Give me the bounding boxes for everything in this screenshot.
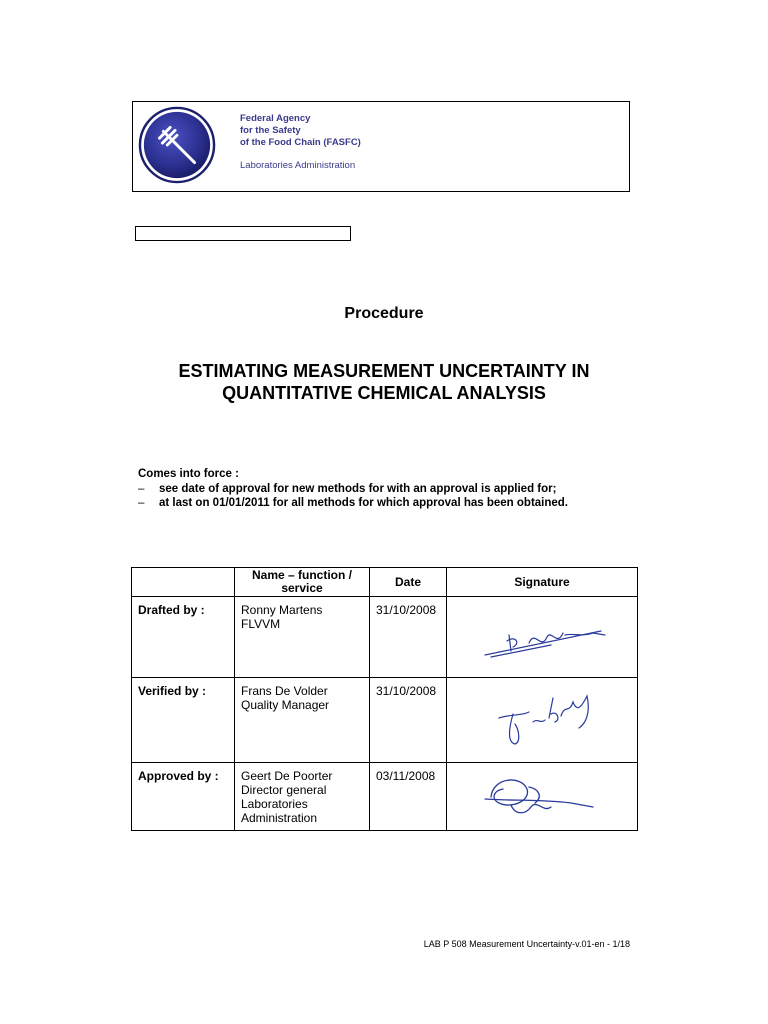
approval-table bbox=[131, 567, 638, 831]
row-label: Drafted by : bbox=[132, 597, 235, 678]
date-cell: 03/11/2008 bbox=[370, 763, 447, 831]
agency-line: Federal Agency bbox=[240, 113, 311, 124]
agency-line: of the Food Chain (FASFC) bbox=[240, 137, 361, 148]
page-footer: LAB P 508 Measurement Uncertainty-v.01-en - 1/18 bbox=[423, 939, 630, 949]
header-blank bbox=[132, 568, 235, 597]
signature-cell bbox=[447, 763, 638, 831]
agency-header bbox=[132, 101, 630, 192]
person-function: Administration bbox=[241, 811, 318, 825]
date-cell: 31/10/2008 bbox=[370, 597, 447, 678]
handwritten-signature bbox=[481, 607, 621, 667]
person-function: Quality Manager bbox=[241, 698, 330, 712]
force-item: – at last on 01/01/2011 for all methods for which approval has been obtained. bbox=[138, 497, 569, 509]
force-item-text: see date of approval for new methods for with an approval is applied for; bbox=[159, 482, 557, 495]
document-title bbox=[100, 360, 668, 404]
row-label: Verified by : bbox=[132, 678, 235, 763]
person-name: Ronny Martens bbox=[241, 603, 323, 617]
table-row bbox=[132, 678, 638, 763]
person-cell bbox=[235, 763, 370, 831]
person-cell bbox=[235, 597, 370, 678]
force-list bbox=[138, 482, 638, 511]
force-heading: Comes into force : bbox=[138, 468, 239, 480]
person-function: FLVVM bbox=[241, 617, 281, 631]
reference-box bbox=[135, 226, 351, 241]
agency-line: for the Safety bbox=[240, 125, 301, 136]
agency-name bbox=[240, 113, 361, 172]
person-cell bbox=[235, 678, 370, 763]
person-function: Director general bbox=[241, 783, 327, 797]
person-name: Geert De Poorter bbox=[241, 769, 333, 783]
handwritten-signature bbox=[481, 769, 601, 825]
title-line: QUANTITATIVE CHEMICAL ANALYSIS bbox=[222, 383, 546, 403]
date-cell: 31/10/2008 bbox=[370, 678, 447, 763]
handwritten-signature bbox=[491, 684, 611, 754]
force-item: – see date of approval for new methods for with an approval is applied for; bbox=[138, 482, 557, 495]
comes-into-force bbox=[138, 467, 638, 511]
signature-cell bbox=[447, 678, 638, 763]
row-label: Approved by : bbox=[132, 763, 235, 831]
person-function: Laboratories bbox=[241, 797, 308, 811]
force-item-text: at last on 01/01/2011 for all methods for which approval has been obtained. bbox=[159, 497, 569, 509]
title-line: ESTIMATING MEASUREMENT UNCERTAINTY IN bbox=[178, 361, 590, 381]
person-name: Frans De Volder bbox=[241, 684, 328, 698]
header-date: Date bbox=[370, 568, 447, 597]
department-name: Laboratories Administration bbox=[240, 160, 356, 171]
fasfc-fork-logo-icon bbox=[138, 106, 216, 184]
document-type-label: Procedure bbox=[344, 305, 424, 322]
table-row bbox=[132, 597, 638, 678]
header-signature: Signature bbox=[447, 568, 638, 597]
table-header-row bbox=[132, 568, 638, 597]
table-row bbox=[132, 763, 638, 831]
header-name: Name – function / service bbox=[235, 568, 370, 597]
signature-cell bbox=[447, 597, 638, 678]
